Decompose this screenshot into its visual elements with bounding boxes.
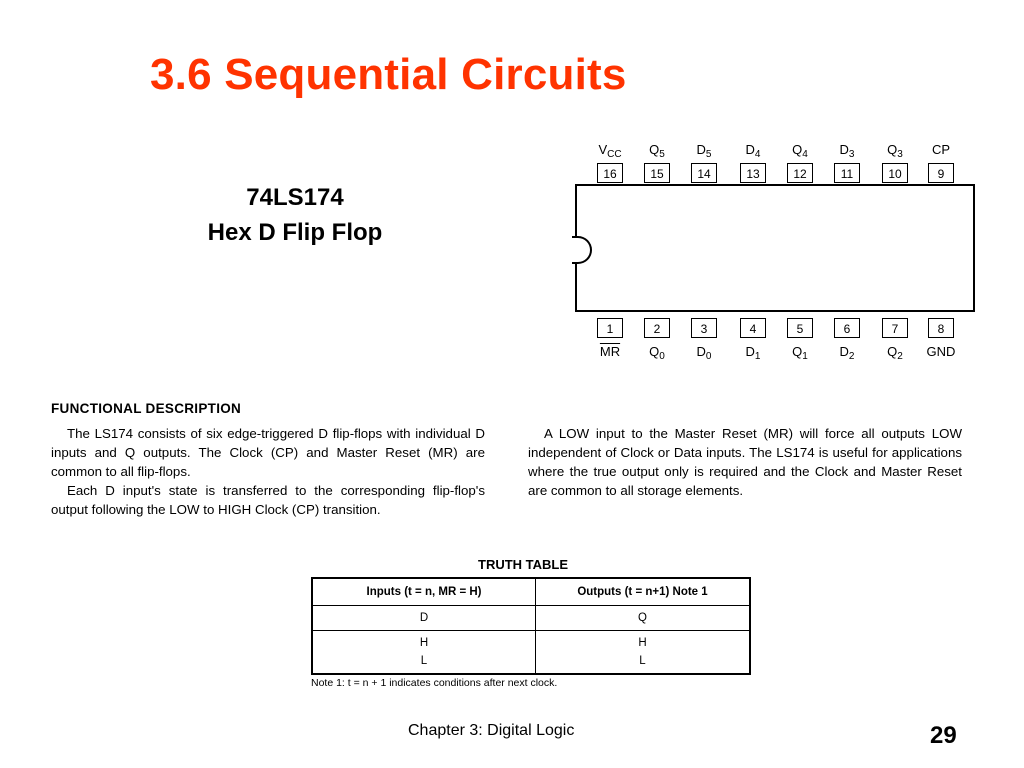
truth-table bbox=[311, 577, 751, 675]
truth-table-input-h: H bbox=[419, 637, 429, 649]
desc-left-paragraph-2: Each D input's state is transferred to the corresponding flip-flop's output following the LOW to HIGH Clock (CP) transition. bbox=[51, 483, 485, 517]
pin-label-11: $D_3$ bbox=[839, 142, 855, 160]
pin-number-5: 5 bbox=[787, 318, 813, 338]
truth-table-d-label: D bbox=[312, 606, 536, 631]
slide-title: 3.6 Sequential Circuits bbox=[150, 50, 627, 99]
footer-chapter: Chapter 3: Digital Logic bbox=[408, 722, 575, 739]
pin-label-9: CP bbox=[931, 142, 951, 157]
truth-table-note: Note 1: t = n + 1 indicates conditions after next clock. bbox=[311, 677, 558, 689]
pin-number-14: 14 bbox=[691, 163, 717, 183]
truth-table-outputs-header: Outputs (t = n+1) Note 1 bbox=[536, 578, 751, 606]
truth-table-output-l: L bbox=[639, 655, 646, 667]
functional-description-left bbox=[51, 424, 485, 519]
pin-number-16: 16 bbox=[597, 163, 623, 183]
pin-number-6: 6 bbox=[834, 318, 860, 338]
chip-part-number: 74LS174 bbox=[246, 184, 344, 211]
chip-caption bbox=[150, 180, 440, 250]
pin-label-4: $D_1$ bbox=[745, 344, 761, 362]
truth-table-output-values bbox=[536, 631, 751, 675]
chip-name: Hex D Flip Flop bbox=[207, 219, 383, 246]
truth-table-output-h: H bbox=[638, 637, 647, 649]
pin-label-15: $Q_5$ bbox=[649, 142, 665, 160]
truth-table-input-l: L bbox=[420, 655, 428, 667]
pin-label-7: $Q_2$ bbox=[887, 344, 903, 362]
functional-description-heading: FUNCTIONAL DESCRIPTION bbox=[51, 401, 242, 416]
truth-table-inputs-header: Inputs (t = n, MR = H) bbox=[312, 578, 536, 606]
desc-right-paragraph-1: A LOW input to the Master Reset (MR) will force all outputs LOW independent of Clock or Data inputs. The LS174 is useful for applications where the true output only is required and the Clock and Master Reset are common to all storage elements. bbox=[528, 426, 962, 498]
pin-label-13: $D_4$ bbox=[745, 142, 761, 160]
pin-number-12: 12 bbox=[787, 163, 813, 183]
pin-number-9: 9 bbox=[928, 163, 954, 183]
truth-table-q-label: Q bbox=[536, 606, 751, 631]
pin-number-3: 3 bbox=[691, 318, 717, 338]
pin-label-5: $Q_1$ bbox=[792, 344, 808, 362]
pin-number-8: 8 bbox=[928, 318, 954, 338]
pin-number-13: 13 bbox=[740, 163, 766, 183]
pin-label-8: GND bbox=[926, 344, 956, 359]
pin-number-11: 11 bbox=[834, 163, 860, 183]
pin-label-1: $\overline{MR}$ bbox=[599, 344, 621, 359]
pin-label-14: $D_5$ bbox=[696, 142, 712, 160]
page-number: 29 bbox=[930, 722, 957, 749]
pin-number-7: 7 bbox=[882, 318, 908, 338]
pin-label-2: $Q_0$ bbox=[649, 344, 665, 362]
pin-number-4: 4 bbox=[740, 318, 766, 338]
pin-number-1: 1 bbox=[597, 318, 623, 338]
truth-table-heading: TRUTH TABLE bbox=[478, 557, 569, 572]
pin-number-15: 15 bbox=[644, 163, 670, 183]
pin-label-12: $Q_4$ bbox=[792, 142, 808, 160]
pin-label-3: $D_0$ bbox=[696, 344, 712, 362]
pin-label-6: $D_2$ bbox=[839, 344, 855, 362]
pin-number-10: 10 bbox=[882, 163, 908, 183]
desc-left-paragraph-1: The LS174 consists of six edge-triggered D flip-flops with individual D inputs and Q outputs. The Clock (CP) and Master Reset (MR) are common to all flip-flops. bbox=[51, 426, 485, 479]
chip-body bbox=[575, 184, 975, 312]
pin-label-10: $Q_3$ bbox=[887, 142, 903, 160]
truth-table-input-values bbox=[312, 631, 536, 675]
pin-number-2: 2 bbox=[644, 318, 670, 338]
functional-description-right bbox=[528, 424, 962, 500]
pin-label-16: $V_{CC}$ bbox=[598, 142, 622, 160]
